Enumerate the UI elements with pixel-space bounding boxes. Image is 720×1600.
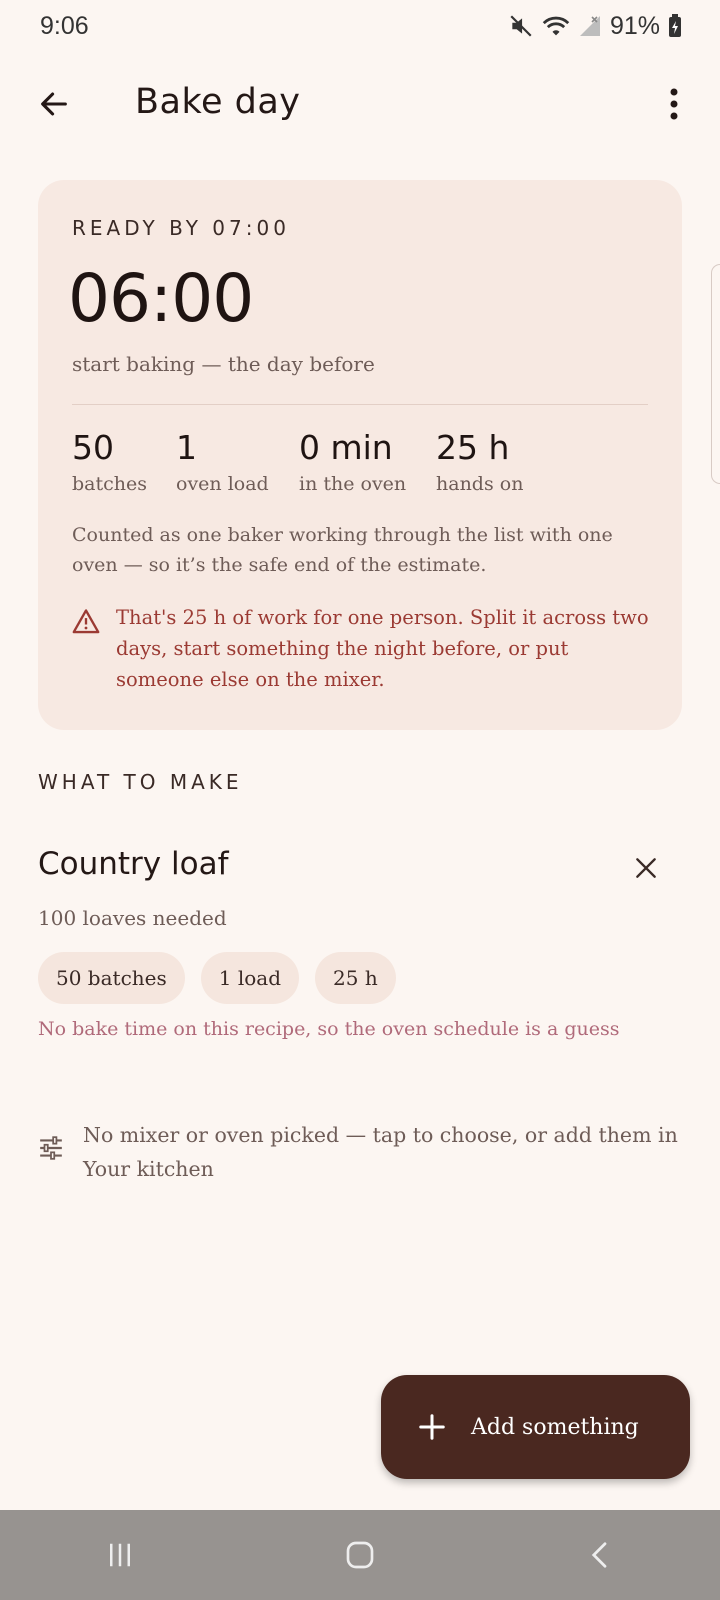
kitchen-text: No mixer or oven picked — tap to choose, or add them in Your kitchen [83,1123,678,1181]
stat-value: 25 h [436,428,510,467]
start-time-subtitle: start baking — the day before [72,352,375,376]
chip-hours: 25 h [315,952,396,1004]
chip-load: 1 load [201,952,299,1004]
plus-icon [417,1412,447,1442]
recents-button[interactable] [80,1525,160,1585]
more-options-button[interactable] [652,82,696,126]
stat-label: in the oven [299,473,407,495]
stat-in-oven [299,428,406,495]
stat-hands-on [436,428,523,495]
stat-value: 1 [176,428,197,467]
wifi-icon [542,14,570,38]
status-icons [508,12,682,41]
battery-icon [668,14,682,38]
stat-oven-load [176,428,269,495]
more-vert-icon [669,87,679,121]
stat-label: oven load [176,473,269,495]
stat-value: 0 min [299,428,393,467]
chip-batches: 50 batches [38,952,185,1004]
home-button[interactable] [320,1525,400,1585]
item-needed: 100 loaves needed [38,906,227,930]
warning-icon [72,608,100,638]
close-icon [633,855,659,881]
remove-item-button[interactable] [624,846,668,890]
home-icon [344,1539,376,1571]
chevron-left-icon [585,1540,615,1570]
estimate-note: Counted as one baker working through the list with one oven — so it’s the safe end of the estimate. [72,524,613,576]
back-button[interactable] [32,82,76,126]
tune-icon [38,1136,64,1164]
warning-text: That's 25 h of work for one person. Split it across two days, start something the night before, or put someone else on the mixer. [116,606,649,691]
stat-value: 50 [72,428,114,467]
stat-label: batches [72,473,147,495]
ready-by-label: READY BY 07:00 [72,216,290,240]
fab-label: Add something [471,1414,639,1440]
page-title: Bake day [135,82,301,122]
status-bar [0,0,720,52]
section-label-what-to-make: WHAT TO MAKE [38,770,243,794]
item-hint: No bake time on this recipe, so the oven schedule is a guess [38,1018,620,1040]
signal-icon [578,14,602,38]
item-title: Country loaf [38,846,229,882]
status-time: 9:06 [40,11,89,40]
system-nav-bar [0,1510,720,1600]
stat-batches [72,428,147,495]
start-time: 06:00 [68,260,254,337]
recents-icon [105,1540,135,1570]
edge-panel-handle[interactable] [711,264,720,484]
battery-text: 91% [609,11,660,40]
add-something-button[interactable] [381,1375,690,1479]
item-chips [38,952,396,1004]
system-back-button[interactable] [560,1525,640,1585]
arrow-left-icon [37,87,71,121]
divider [72,404,648,405]
schedule-summary-card [38,180,682,730]
stats-row [72,428,648,508]
stat-label: hands on [436,473,524,495]
top-app-bar [0,62,720,148]
mute-icon [508,13,534,39]
